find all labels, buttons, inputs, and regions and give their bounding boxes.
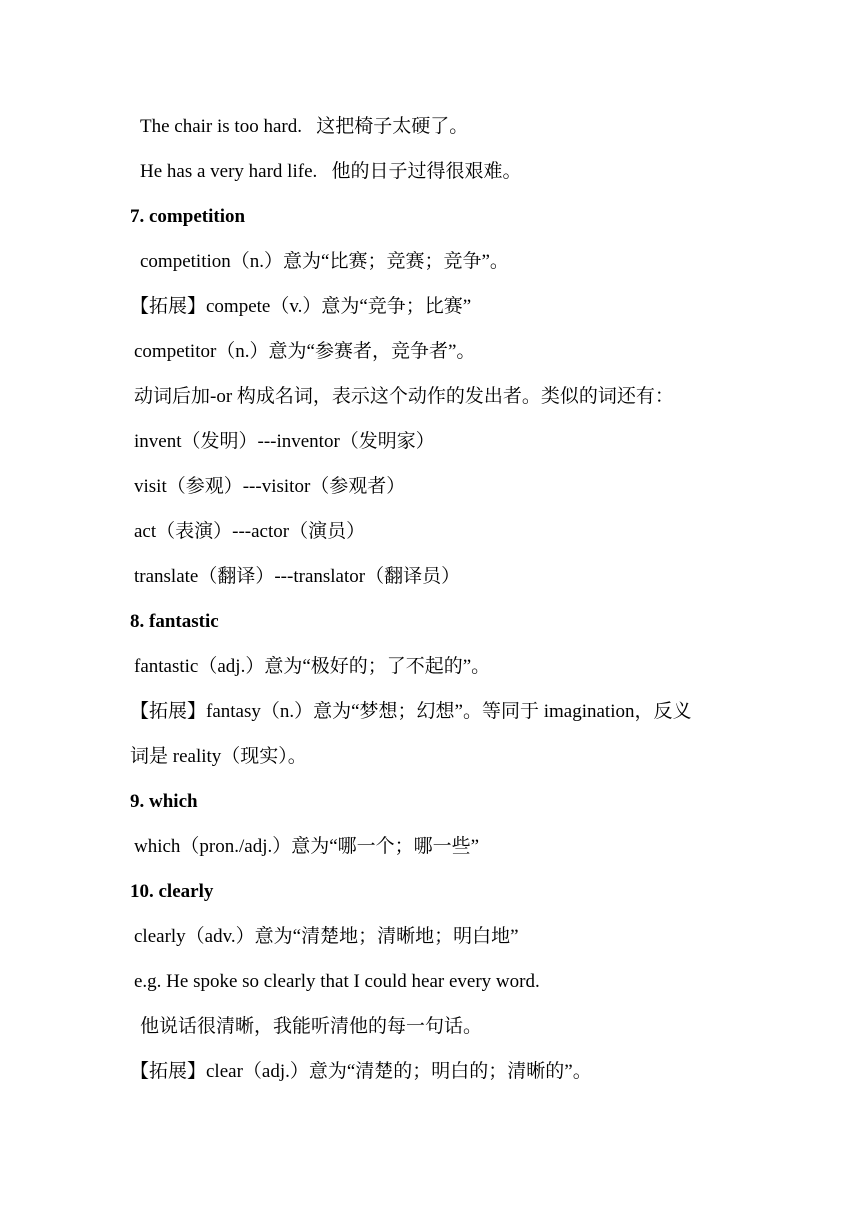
explanation-line: 动词后加-or 构成名词，表示这个动作的发出者。类似的词还有： bbox=[134, 386, 674, 407]
definition-line: fantastic（adj.）意为“极好的；了不起的”。 bbox=[134, 656, 491, 677]
section-heading-competition: 7. competition bbox=[130, 206, 246, 227]
definition-line: competition（n.）意为“比赛；竞赛；竞争”。 bbox=[140, 251, 509, 272]
section-heading-fantastic: 8. fantastic bbox=[130, 611, 219, 632]
extension-line: 【拓展】clear（adj.）意为“清楚的；明白的；清晰的”。 bbox=[130, 1061, 592, 1082]
example-sentence: The chair is too hard. 这把椅子太硬了。 bbox=[140, 116, 469, 137]
definition-line: which（pron./adj.）意为“哪一个；哪一些” bbox=[134, 836, 480, 857]
section-heading-clearly: 10. clearly bbox=[130, 881, 214, 902]
section-heading-which: 9. which bbox=[130, 791, 198, 812]
extension-line: 【拓展】compete（v.）意为“竞争；比赛” bbox=[130, 296, 472, 317]
word-pair-line: visit（参观）---visitor（参观者） bbox=[134, 476, 406, 497]
word-pair-line: act（表演）---actor（演员） bbox=[134, 521, 366, 542]
example-translation: 他说话很清晰，我能听清他的每一句话。 bbox=[140, 1016, 483, 1037]
example-sentence: e.g. He spoke so clearly that I could hear every word. bbox=[134, 971, 540, 992]
extension-line: 【拓展】fantasy（n.）意为“梦想；幻想”。等同于 imagination，反义 bbox=[130, 701, 692, 722]
example-sentence: He has a very hard life. 他的日子过得很艰难。 bbox=[140, 161, 522, 182]
extension-line-continued: 词是 reality（现实）。 bbox=[130, 746, 307, 767]
definition-line: clearly（adv.）意为“清楚地；清晰地；明白地” bbox=[134, 926, 519, 947]
word-pair-line: translate（翻译）---translator（翻译员） bbox=[134, 566, 461, 587]
definition-line: competitor（n.）意为“参赛者，竞争者”。 bbox=[134, 341, 476, 362]
word-pair-line: invent（发明）---inventor（发明家） bbox=[134, 431, 435, 452]
